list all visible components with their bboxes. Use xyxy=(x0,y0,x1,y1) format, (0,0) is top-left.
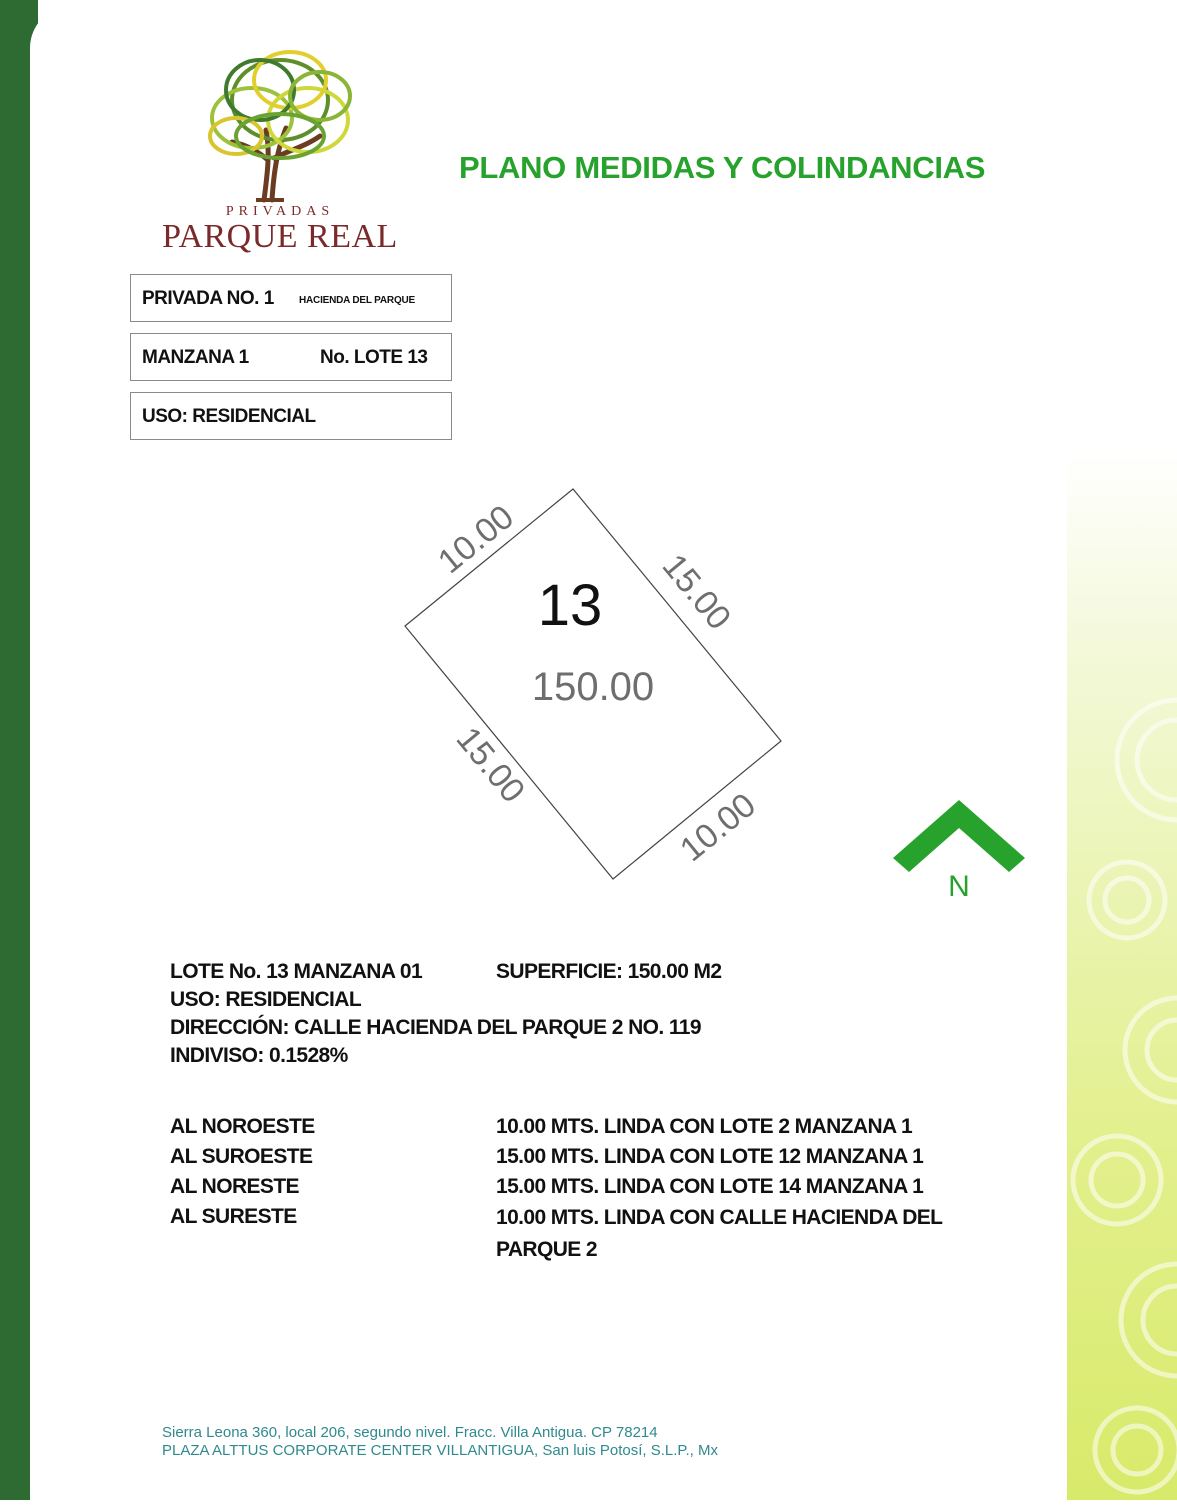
lote-label: No. LOTE 13 xyxy=(320,347,428,368)
side-se-label: 10.00 xyxy=(673,785,764,870)
north-arrow xyxy=(893,800,1025,904)
logo-brand-name: PARQUE REAL xyxy=(162,218,398,255)
logo-top-word: PRIVADAS xyxy=(225,204,335,219)
side-sw-label: 15.00 xyxy=(448,720,533,810)
direccion-text: DIRECCIÓN: CALLE HACIENDA DEL PARQUE 2 NO. 119 xyxy=(170,1016,701,1039)
boundary-direction: AL NORESTE xyxy=(170,1175,299,1198)
boundary-row xyxy=(170,1202,943,1261)
lot-details xyxy=(170,958,722,1070)
manzana-label: MANZANA 1 xyxy=(142,347,249,368)
lot-area: 150.00 xyxy=(531,665,655,709)
privada-name: HACIENDA DEL PARQUE xyxy=(299,295,416,306)
boundary-description: 15.00 MTS. LINDA CON LOTE 12 MANZANA 1 xyxy=(496,1145,924,1168)
page-title: PLANO MEDIDAS Y COLINDANCIAS xyxy=(459,150,986,185)
boundary-direction: AL SURESTE xyxy=(170,1205,297,1228)
boundary-description: 10.00 MTS. LINDA CON CALLE HACIENDA DEL PARQUE 2 xyxy=(496,1206,943,1261)
uso-text: USO: RESIDENCIAL xyxy=(170,988,362,1011)
north-arrow-icon xyxy=(893,800,1025,904)
footer-line-2: PLAZA ALTTUS CORPORATE CENTER VILLANTIGUA, San luis Potosí, S.L.P., Mx xyxy=(162,1442,719,1459)
boundary-direction: AL SUROESTE xyxy=(170,1145,313,1168)
boundary-row xyxy=(170,1172,924,1202)
privada-label: PRIVADA NO. 1 xyxy=(142,288,274,309)
boundary-description: 10.00 MTS. LINDA CON LOTE 2 MANZANA 1 xyxy=(496,1115,913,1138)
side-nw-label: 10.00 xyxy=(431,497,522,582)
boundary-row xyxy=(170,1112,913,1142)
north-label: N xyxy=(948,870,970,903)
superficie-text: SUPERFICIE: 150.00 M2 xyxy=(496,960,722,983)
lot-number: 13 xyxy=(537,573,603,638)
boundary-description: 15.00 MTS. LINDA CON LOTE 14 MANZANA 1 xyxy=(496,1175,924,1198)
indiviso-text: INDIVISO: 0.1528% xyxy=(170,1044,348,1067)
side-ne-label: 15.00 xyxy=(654,547,739,637)
boundary-row xyxy=(170,1142,924,1172)
lote-manzana-text: LOTE No. 13 MANZANA 01 xyxy=(170,960,423,983)
boundary-direction: AL NOROESTE xyxy=(170,1115,315,1138)
footer-line-1: Sierra Leona 360, local 206, segundo nivel. Fracc. Villa Antigua. CP 78214 xyxy=(162,1424,658,1441)
footer-address xyxy=(162,1424,718,1460)
boundaries-list xyxy=(170,1112,943,1261)
uso-label: USO: RESIDENCIAL xyxy=(142,406,316,427)
